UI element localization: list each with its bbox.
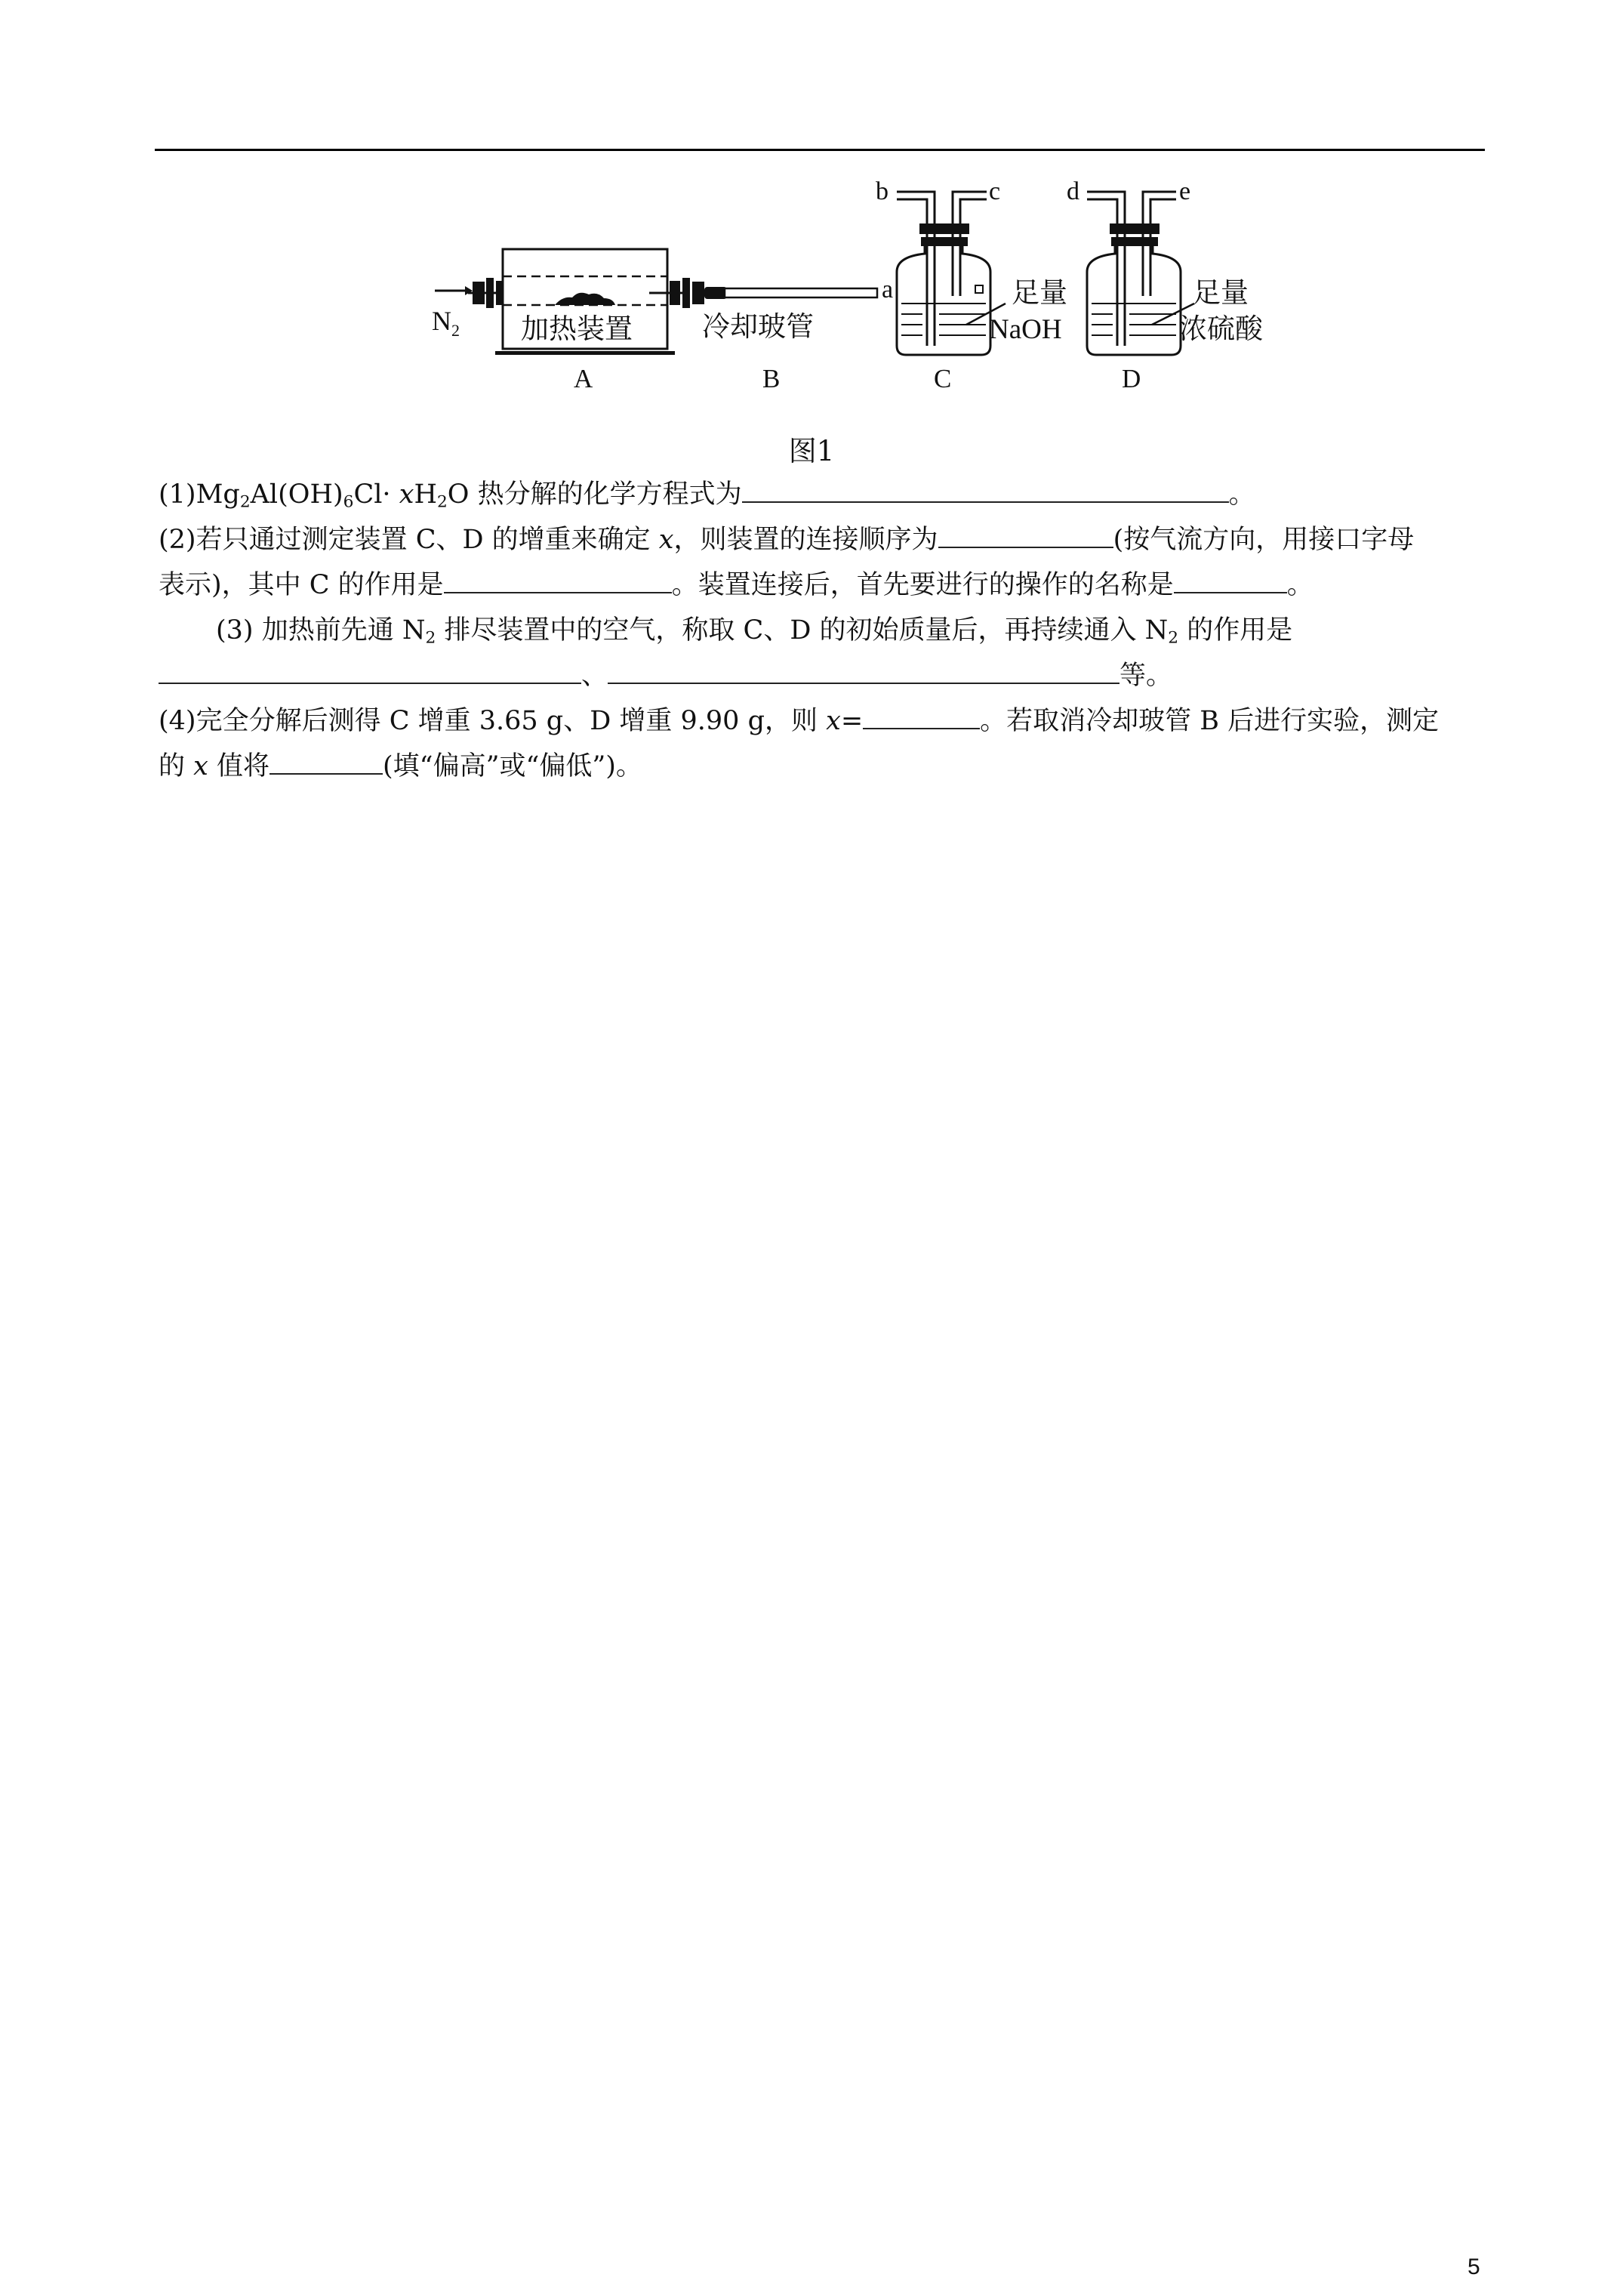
label-d: D <box>1122 364 1141 393</box>
question-1: $(1)Mg_2Al(OH)_6Cl\cdot xH_2O$ 热分解的化学方程式为 。 <box>159 472 1255 517</box>
answer-blank-2a[interactable] <box>938 523 1113 549</box>
reagent-c-line2: NaOH <box>989 314 1062 345</box>
label-a: A <box>574 364 593 393</box>
question-4-line-2: 的 x 值将 (填“偏高”或“偏低”)。 <box>159 744 642 789</box>
answer-blank-1[interactable] <box>742 478 1229 504</box>
label-b: B <box>762 364 781 393</box>
wash-bottle-d <box>1067 177 1264 355</box>
figure-caption: 图1 <box>788 435 835 467</box>
port-b: b <box>876 177 888 205</box>
question-2-line-1: (2)若只通过测定装置 C、D 的增重来确定 x，则装置的连接顺序为 (按气流方向，用接口字母 <box>159 517 1414 562</box>
port-a: a <box>882 276 894 304</box>
page-number: 5 <box>1467 2254 1480 2279</box>
heating-device <box>495 249 675 355</box>
answer-blank-4a[interactable] <box>863 704 980 730</box>
reagent-d-line1: 足量 <box>1193 278 1249 309</box>
reagent-d-line2: 浓硫酸 <box>1179 314 1263 345</box>
apparatus-figure <box>423 174 1283 400</box>
question-3-line-2: 、 等。 <box>159 653 1172 698</box>
header-rule <box>155 149 1485 151</box>
port-d: d <box>1067 177 1079 205</box>
question-4-line-1: (4)完全分解后测得 C 增重 3.65 g、D 增重 9.90 g，则 x= 。若取消冷却玻管 B 后进行实验，测定 <box>159 698 1439 744</box>
n2-label: N <box>432 306 451 336</box>
answer-blank-2c[interactable] <box>1174 569 1287 594</box>
question-2-line-2: 表示)，其中 C 的作用是 。装置连接后，首先要进行的操作的名称是 。 <box>159 562 1313 608</box>
port-e: e <box>1179 177 1191 205</box>
heating-label: 加热装置 <box>521 314 633 345</box>
reagent-c-line1: 足量 <box>1012 278 1067 309</box>
wash-bottle-c <box>876 177 1067 355</box>
port-c: c <box>989 177 1001 205</box>
answer-blank-3a[interactable] <box>159 659 581 685</box>
answer-blank-3b[interactable] <box>608 659 1119 685</box>
n2-inlet <box>432 286 473 340</box>
label-c: C <box>934 364 952 393</box>
answer-blank-2b[interactable] <box>444 569 672 594</box>
n2-sub: 2 <box>451 321 460 340</box>
cooling-label: 冷却玻管 <box>702 312 814 343</box>
question-3-line-1: (3) 加热前先通 $N_2$ 排尽装置中的空气，称取 C、D 的初始质量后，再持续通入 $N_2$ 的作用是 <box>216 615 1293 648</box>
answer-blank-4b[interactable] <box>269 750 383 775</box>
cooling-tube <box>702 276 893 343</box>
